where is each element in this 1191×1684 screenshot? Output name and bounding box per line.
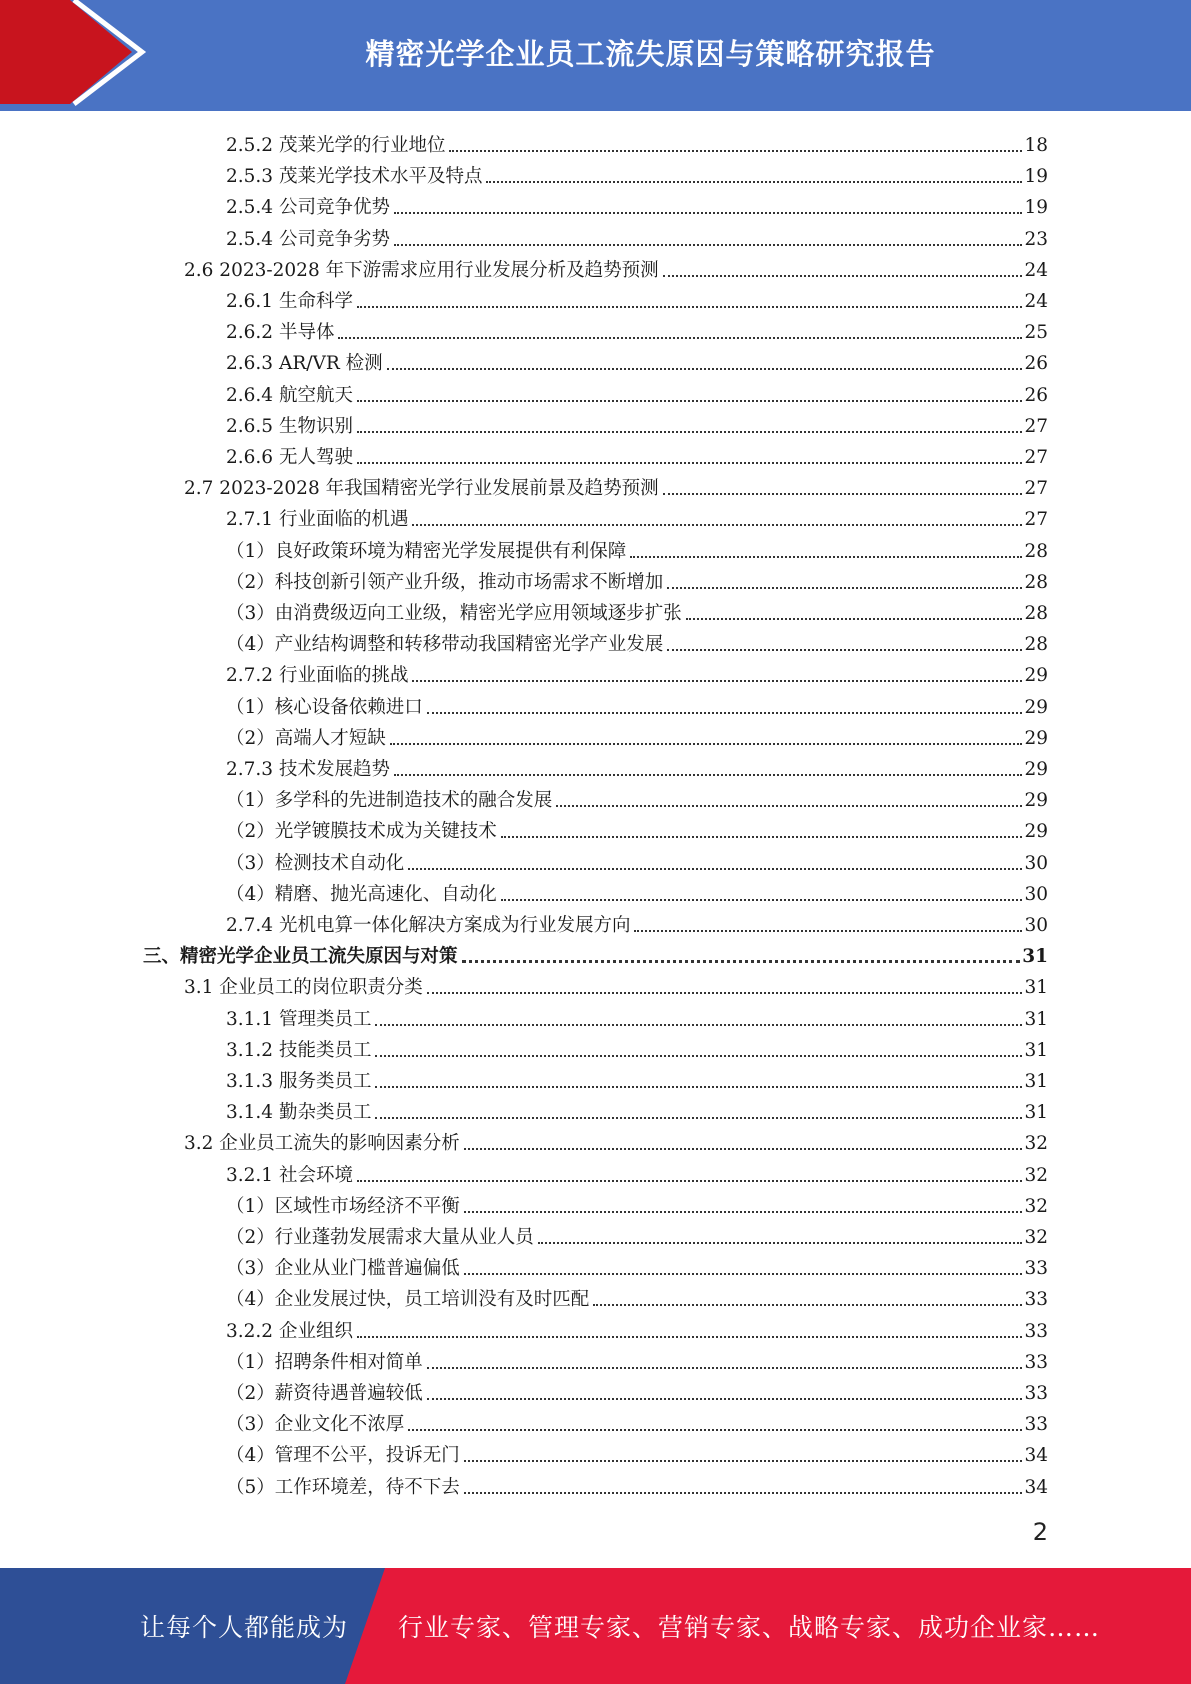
toc-dot-leader xyxy=(538,1242,1023,1244)
toc-entry-page: 29 xyxy=(1024,696,1048,718)
toc-dot-leader xyxy=(667,649,1022,651)
toc-entry[interactable] xyxy=(226,1313,1048,1344)
toc-entry-label: 2.7.3 技术发展趋势 xyxy=(226,759,390,780)
toc-entry[interactable] xyxy=(184,1125,1048,1156)
toc-entry-label: （2）科技创新引领产业升级，推动市场需求不断增加 xyxy=(226,571,664,593)
toc-entry-page: 31 xyxy=(1024,977,1048,999)
toc-dot-leader xyxy=(501,836,1023,838)
toc-entry-label: （2）光学镀膜技术成为关键技术 xyxy=(226,821,497,843)
toc-entry-label: 3.2 企业员工流失的影响因素分析 xyxy=(184,1133,460,1155)
toc-entry-label: （1）核心设备依赖进口 xyxy=(226,696,423,718)
toc-dot-leader xyxy=(338,337,1022,339)
toc-entry-label: （1）多学科的先进制造技术的融合发展 xyxy=(226,790,553,812)
toc-entry-label: （3）由消费级迈向工业级，精密光学应用领域逐步扩张 xyxy=(226,603,682,624)
toc-dot-leader xyxy=(663,493,1023,495)
toc-entry-page: 27 xyxy=(1024,478,1048,500)
toc-dot-leader xyxy=(464,1273,1023,1275)
toc-entry[interactable] xyxy=(226,1437,1048,1468)
toc-dot-leader xyxy=(593,1304,1022,1306)
toc-entry[interactable] xyxy=(226,127,1048,158)
toc-entry-label: 2.5.4 公司竞争优势 xyxy=(226,197,390,219)
toc-entry[interactable] xyxy=(226,782,1048,813)
toc-entry-label: （3）企业从业门槛普遍偏低 xyxy=(226,1258,460,1280)
toc-entry-label: （3）企业文化不浓厚 xyxy=(226,1414,405,1436)
toc-entry-label: 2.6.5 生物识别 xyxy=(226,415,353,437)
toc-entry[interactable] xyxy=(226,876,1048,907)
toc-entry[interactable] xyxy=(226,439,1048,470)
toc-entry-label: （2）高端人才短缺 xyxy=(226,727,386,749)
toc-entry-label: （1）良好政策环境为精密光学发展提供有利保障 xyxy=(226,540,627,562)
toc-entry-label: 3.1.2 技能类员工 xyxy=(226,1039,372,1061)
toc-entry-page: 28 xyxy=(1024,540,1048,562)
toc-entry-label: 2.6.1 生命科学 xyxy=(226,291,353,312)
toc-entry-page: 24 xyxy=(1024,291,1048,312)
toc-entry-page: 29 xyxy=(1024,790,1048,812)
toc-dot-leader xyxy=(412,524,1022,526)
toc-dot-leader xyxy=(375,1086,1022,1088)
toc-entry[interactable] xyxy=(226,813,1048,844)
toc-entry-page: 34 xyxy=(1024,1445,1048,1467)
toc-entry[interactable] xyxy=(226,1063,1048,1094)
toc-entry-page: 29 xyxy=(1024,727,1048,749)
toc-entry[interactable] xyxy=(226,189,1048,220)
toc-entry-label: 3.1 企业员工的岗位职责分类 xyxy=(184,977,423,999)
toc-dot-leader xyxy=(464,1148,1023,1150)
toc-entry-page: 24 xyxy=(1024,259,1048,281)
toc-entry[interactable] xyxy=(143,938,1048,969)
toc-entry-page: 31 xyxy=(1024,1071,1048,1092)
page-footer xyxy=(0,1568,1191,1684)
toc-entry[interactable] xyxy=(226,907,1048,938)
toc-entry[interactable] xyxy=(226,1032,1048,1063)
toc-entry[interactable] xyxy=(184,969,1048,1000)
toc-entry-page: 30 xyxy=(1024,883,1048,905)
toc-entry-label: 2.6.4 航空航天 xyxy=(226,384,353,406)
toc-entry-page: 33 xyxy=(1024,1320,1048,1342)
toc-dot-leader xyxy=(427,712,1023,714)
toc-entry[interactable] xyxy=(226,1469,1048,1500)
toc-dot-leader xyxy=(357,306,1023,308)
toc-dot-leader xyxy=(394,774,1022,776)
toc-dot-leader xyxy=(556,805,1022,807)
toc-entry-page: 31 xyxy=(1024,1008,1048,1030)
toc-dot-leader xyxy=(394,244,1022,246)
toc-dot-leader xyxy=(375,1024,1022,1026)
toc-entry-label: （4）产业结构调整和转移带动我国精密光学产业发展 xyxy=(226,634,664,656)
toc-entry-label: 2.7.2 行业面临的挑战 xyxy=(226,665,409,687)
toc-entry-label: 3.2.1 社会环境 xyxy=(226,1164,353,1186)
toc-dot-leader xyxy=(408,1429,1022,1431)
toc-entry[interactable] xyxy=(226,283,1048,314)
toc-dot-leader xyxy=(663,275,1023,277)
toc-dot-leader xyxy=(427,1367,1023,1369)
toc-entry-label: （1）区域性市场经济不平衡 xyxy=(226,1195,460,1217)
toc-entry-page: 18 xyxy=(1024,135,1048,156)
toc-entry[interactable] xyxy=(226,408,1048,439)
toc-entry[interactable] xyxy=(226,345,1048,376)
toc-dot-leader xyxy=(486,181,1022,183)
toc-entry-label: 2.7.4 光机电算一体化解决方案成为行业发展方向 xyxy=(226,915,631,936)
page-header xyxy=(0,0,1191,111)
toc-entry[interactable] xyxy=(226,1344,1048,1375)
toc-entry-page: 27 xyxy=(1024,447,1048,468)
toc-dot-leader xyxy=(464,1460,1023,1462)
toc-entry[interactable] xyxy=(226,689,1048,720)
toc-entry-page: 28 xyxy=(1024,571,1048,593)
toc-entry-page: 31 xyxy=(1024,1102,1048,1124)
toc-entry-label: 3.1.1 管理类员工 xyxy=(226,1008,372,1030)
toc-entry[interactable] xyxy=(226,845,1048,876)
toc-entry-page: 31 xyxy=(1022,946,1048,968)
toc-entry-page: 31 xyxy=(1024,1039,1048,1061)
toc-entry-label: （4）管理不公平，投诉无门 xyxy=(226,1445,460,1467)
toc-entry-page: 32 xyxy=(1024,1227,1048,1248)
toc-entry-label: （5）工作环境差，待不下去 xyxy=(226,1476,460,1498)
toc-entry-label: 3.1.3 服务类员工 xyxy=(226,1071,372,1092)
toc-dot-leader xyxy=(501,899,1023,901)
toc-dot-leader xyxy=(412,680,1022,682)
toc-dot-leader xyxy=(449,150,1022,152)
toc-entry-label: 三、精密光学企业员工流失原因与对策 xyxy=(143,946,458,968)
toc-entry[interactable] xyxy=(226,1001,1048,1032)
toc-dot-leader xyxy=(630,556,1022,558)
toc-entry-page: 26 xyxy=(1024,353,1048,375)
toc-entry-label: 2.6 2023-2028 年下游需求应用行业发展分析及趋势预测 xyxy=(184,259,659,281)
toc-dot-leader xyxy=(375,1117,1022,1119)
toc-entry[interactable] xyxy=(226,221,1048,252)
toc-dot-leader xyxy=(427,1398,1023,1400)
toc-entry-page: 28 xyxy=(1024,634,1048,656)
toc-entry-label: 2.6.2 半导体 xyxy=(226,322,335,344)
footer-slogan-left: 让每个人都能成为 xyxy=(140,1613,349,1642)
toc-entry-page: 33 xyxy=(1024,1351,1048,1373)
toc-entry[interactable] xyxy=(226,595,1048,626)
toc-entry-page: 33 xyxy=(1024,1258,1048,1280)
toc-entry-page: 29 xyxy=(1024,759,1048,780)
toc-dot-leader xyxy=(390,743,1023,745)
toc-entry-page: 33 xyxy=(1024,1289,1048,1311)
toc-entry-page: 27 xyxy=(1024,509,1048,531)
toc-dot-leader xyxy=(375,1055,1022,1057)
toc-entry[interactable] xyxy=(184,252,1048,283)
page-number: 2 xyxy=(1032,1518,1048,1546)
toc-entry-label: （2）薪资待遇普遍较低 xyxy=(226,1383,423,1404)
toc-entry-label: 3.1.4 勤杂类员工 xyxy=(226,1102,372,1124)
toc-dot-leader xyxy=(634,930,1022,932)
toc-entry-label: （4）精磨、抛光高速化、自动化 xyxy=(226,883,497,905)
toc-dot-leader xyxy=(387,368,1023,370)
toc-entry-label: 2.6.6 无人驾驶 xyxy=(226,447,353,468)
toc-entry[interactable] xyxy=(226,1094,1048,1125)
toc-entry[interactable] xyxy=(226,533,1048,564)
toc-entry[interactable] xyxy=(226,158,1048,189)
toc-dot-leader xyxy=(357,462,1023,464)
toc-dot-leader xyxy=(357,400,1023,402)
toc-entry-page: 29 xyxy=(1024,665,1048,687)
toc-entry-page: 26 xyxy=(1024,384,1048,406)
toc-dot-leader xyxy=(462,960,1021,963)
toc-entry[interactable] xyxy=(226,1219,1048,1250)
toc-entry-page: 23 xyxy=(1024,228,1048,250)
toc-dot-leader xyxy=(464,1211,1023,1213)
toc-entry-page: 29 xyxy=(1024,821,1048,843)
toc-entry-page: 30 xyxy=(1024,915,1048,936)
footer-slogan-right: 行业专家、管理专家、营销专家、战略专家、成功企业家…… xyxy=(398,1613,1101,1642)
toc-dot-leader xyxy=(394,212,1022,214)
toc-entry-label: 2.6.3 AR/VR 检测 xyxy=(226,353,383,375)
toc-entry[interactable] xyxy=(226,626,1048,657)
toc-entry-page: 33 xyxy=(1024,1383,1048,1404)
toc-entry-page: 28 xyxy=(1024,603,1048,624)
toc-dot-leader xyxy=(408,868,1022,870)
toc-entry-page: 33 xyxy=(1024,1414,1048,1436)
toc-entry-label: 2.5.2 茂莱光学的行业地位 xyxy=(226,135,446,156)
toc-entry-page: 30 xyxy=(1024,852,1048,874)
toc-entry-label: （3）检测技术自动化 xyxy=(226,852,405,874)
toc-entry-page: 34 xyxy=(1024,1476,1048,1498)
toc-entry[interactable] xyxy=(226,564,1048,595)
toc-entry[interactable] xyxy=(226,377,1048,408)
report-title: 精密光学企业员工流失原因与策略研究报告 xyxy=(365,36,936,71)
toc-dot-leader xyxy=(357,1336,1023,1338)
toc-dot-leader xyxy=(464,1492,1023,1494)
toc-entry[interactable] xyxy=(184,470,1048,501)
toc-entry[interactable] xyxy=(226,314,1048,345)
toc-entry-label: （4）企业发展过快，员工培训没有及时匹配 xyxy=(226,1289,590,1311)
toc-entry-label: （2）行业蓬勃发展需求大量从业人员 xyxy=(226,1227,534,1248)
toc-entry[interactable] xyxy=(226,720,1048,751)
toc-dot-leader xyxy=(357,431,1023,433)
toc-entry-page: 19 xyxy=(1024,197,1048,219)
toc-entry[interactable] xyxy=(226,1188,1048,1219)
toc-entry[interactable] xyxy=(226,1375,1048,1406)
toc-entry[interactable] xyxy=(226,1281,1048,1312)
toc-entry-label: 2.5.3 茂莱光学技术水平及特点 xyxy=(226,166,483,188)
toc-entry[interactable] xyxy=(226,1250,1048,1281)
toc-entry-page: 32 xyxy=(1024,1164,1048,1186)
toc-entry-label: 2.7 2023-2028 年我国精密光学行业发展前景及趋势预测 xyxy=(184,478,659,500)
toc-dot-leader xyxy=(357,1180,1023,1182)
toc-entry-label: （1）招聘条件相对简单 xyxy=(226,1351,423,1373)
toc-entry-label: 3.2.2 企业组织 xyxy=(226,1320,353,1342)
toc-entry-label: 2.5.4 公司竞争劣势 xyxy=(226,228,390,250)
toc-entry[interactable] xyxy=(226,751,1048,782)
toc-entry[interactable] xyxy=(226,1406,1048,1437)
toc-entry[interactable] xyxy=(226,1157,1048,1188)
toc-dot-leader xyxy=(686,618,1023,620)
toc-entry-page: 19 xyxy=(1024,166,1048,188)
toc-entry-label: 2.7.1 行业面临的机遇 xyxy=(226,509,409,531)
toc-dot-leader xyxy=(667,587,1022,589)
toc-entry[interactable] xyxy=(226,501,1048,532)
toc-entry-page: 27 xyxy=(1024,415,1048,437)
toc-entry-page: 32 xyxy=(1024,1195,1048,1217)
toc-entry[interactable] xyxy=(226,657,1048,688)
toc-entry-page: 25 xyxy=(1024,322,1048,344)
toc-dot-leader xyxy=(427,992,1023,994)
toc-entry-page: 32 xyxy=(1024,1133,1048,1155)
